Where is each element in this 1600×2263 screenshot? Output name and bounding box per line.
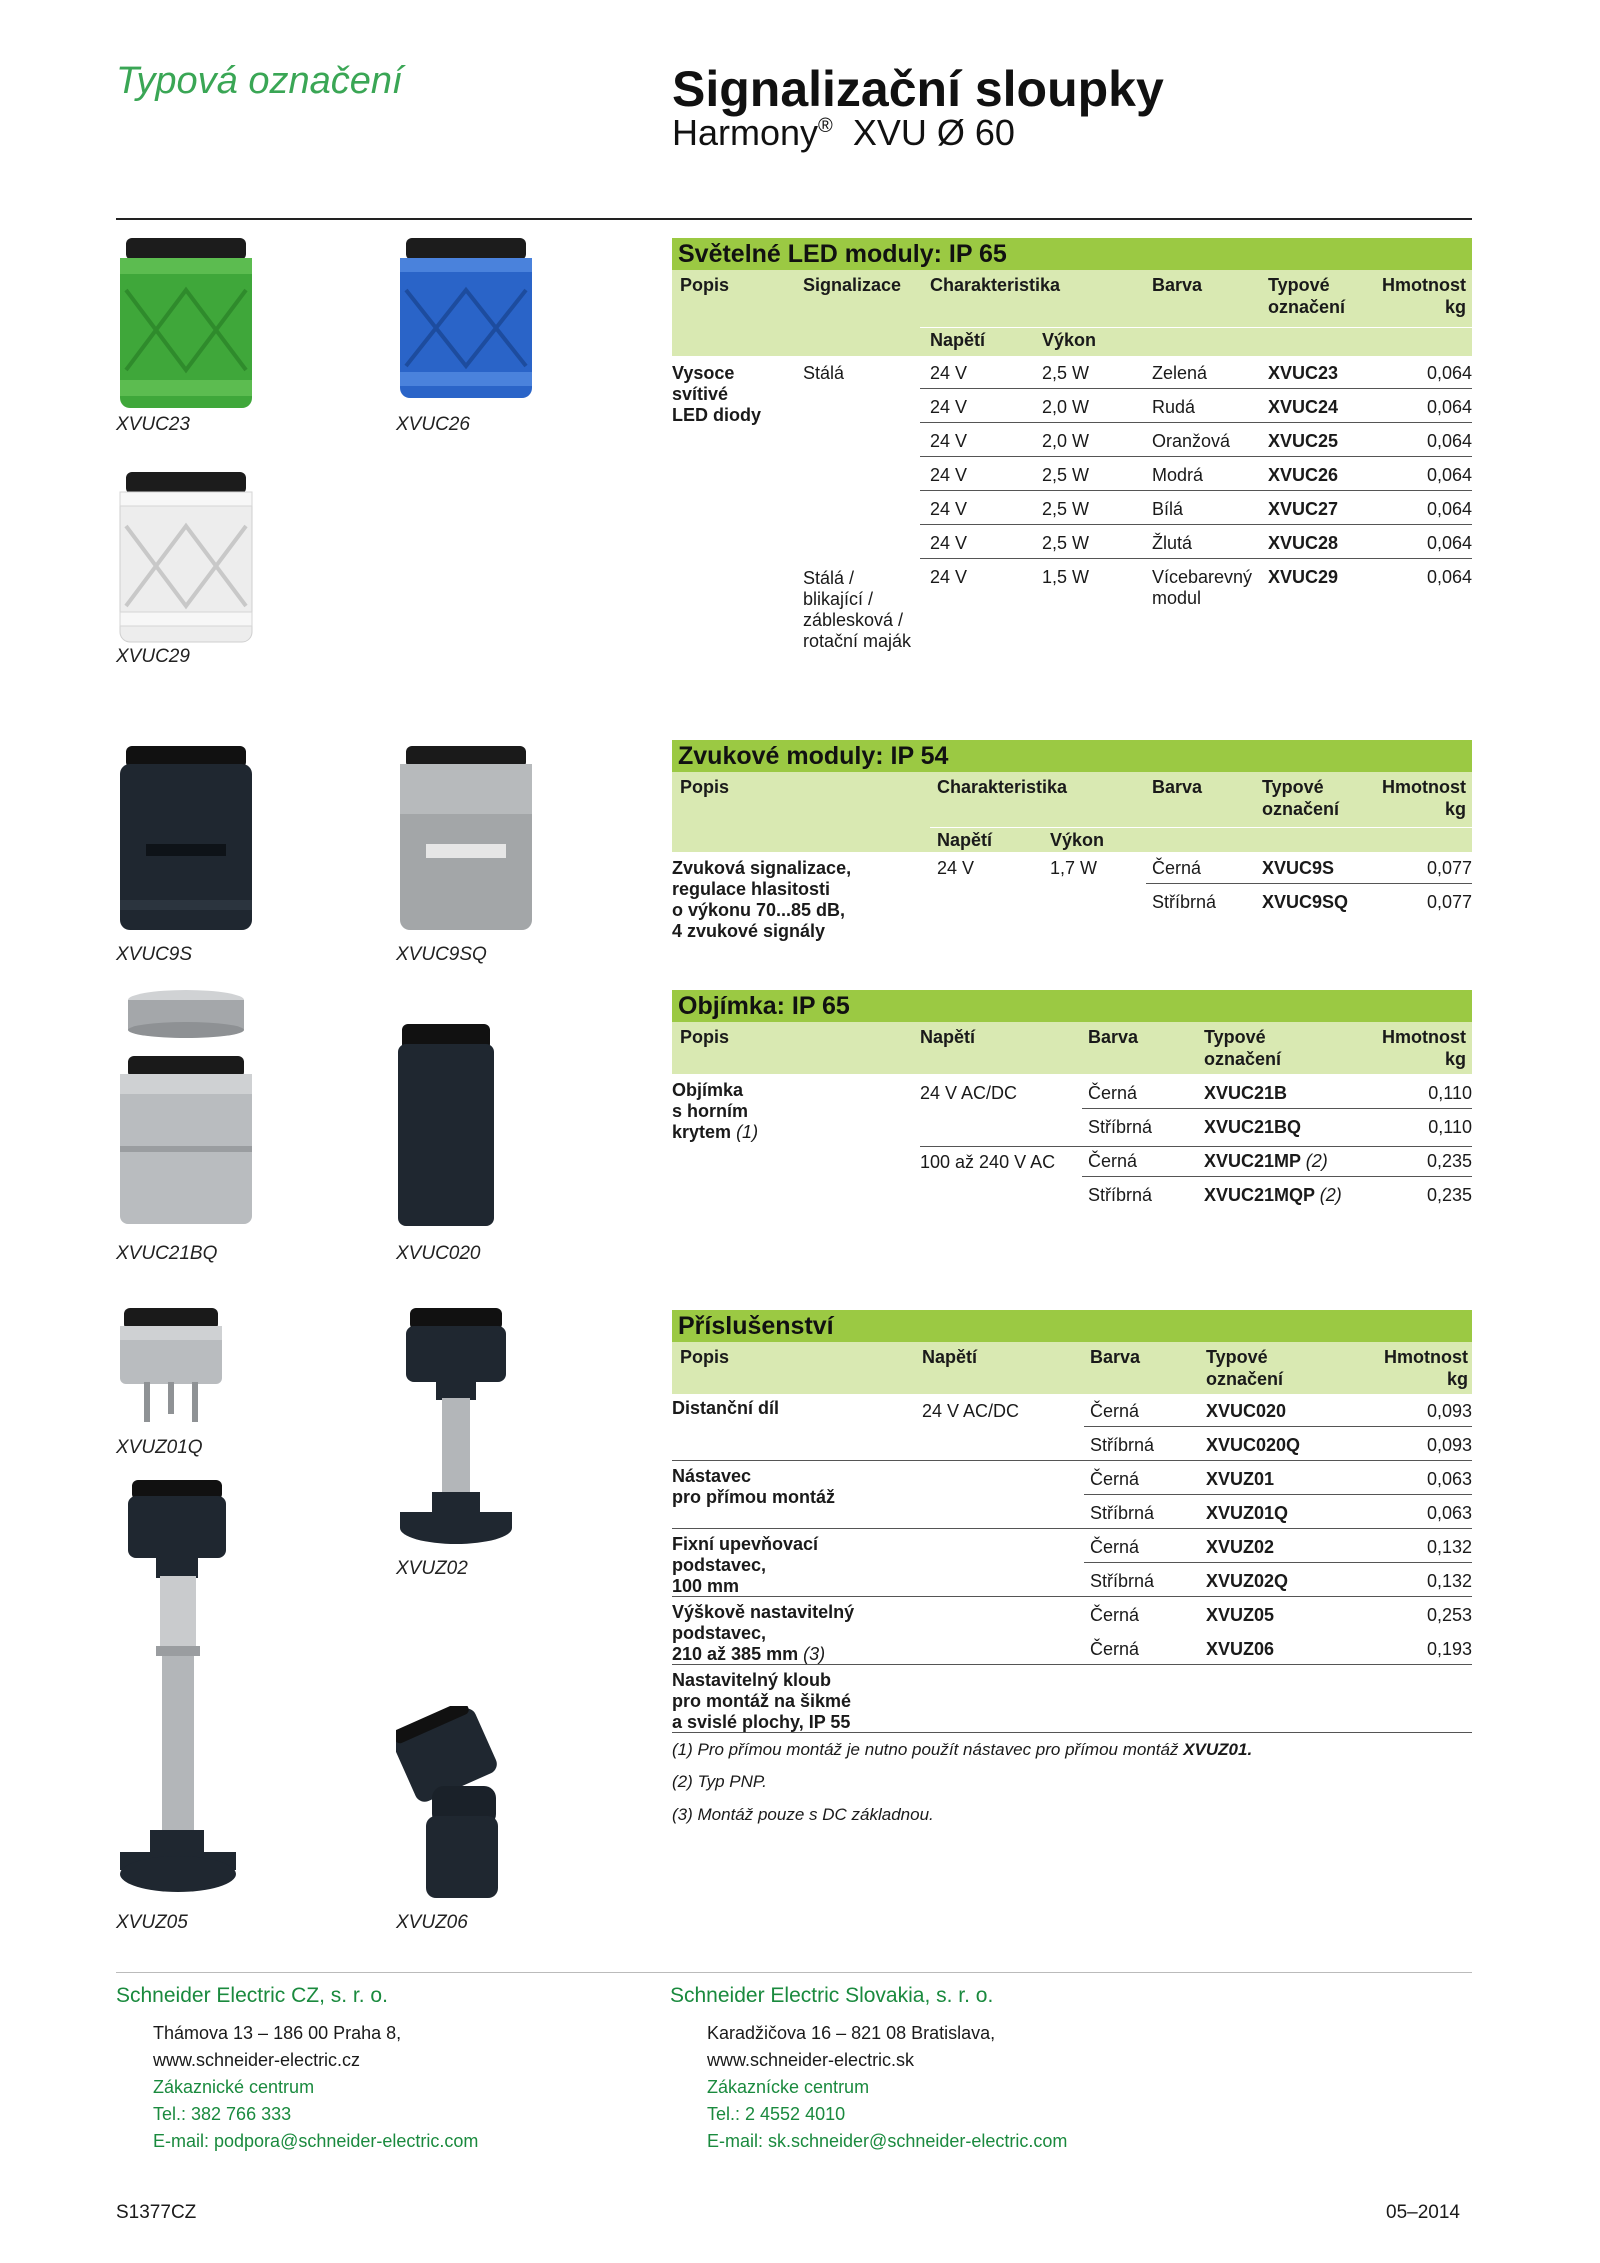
accessory-weight: 0,253 [1426, 1605, 1472, 1625]
socket-color: Stříbrná [1088, 1117, 1153, 1137]
socket-weight: 0,110 [1428, 1117, 1472, 1137]
col-header-typ: Typové označení [1204, 1027, 1282, 1069]
led-weight: 0,064 [1426, 397, 1472, 417]
row-divider [1084, 1562, 1472, 1563]
sound-description: Zvuková signalizace, regulace hlasitosti o výkonu 70...85 dB, 4 zvukové signály [672, 858, 852, 941]
led-voltage: 24 V [930, 431, 968, 451]
sound-weight: 0,077 [1426, 892, 1472, 912]
acc-joint-description: Nastavitelný kloub pro montáž na šikmé a svislé plochy, IP 55 [672, 1670, 852, 1732]
led-part-number: XVUC24 [1268, 397, 1339, 417]
product-caption: XVUC29 [116, 646, 190, 667]
product-caption: XVUZ06 [396, 1912, 468, 1933]
led-power: 2,5 W [1042, 533, 1090, 553]
led-color: Zelená [1152, 363, 1208, 383]
led-color: Rudá [1152, 397, 1196, 417]
row-divider [1084, 1426, 1472, 1427]
col-header-typ: Typové označení [1268, 275, 1346, 317]
led-color: Oranžová [1152, 431, 1231, 451]
led-modules-title: Světelné LED moduly: IP 65 [672, 238, 1472, 270]
product-image-xvuc23 [116, 230, 256, 410]
product-image-xvuc26 [396, 230, 536, 400]
col-header-napeti: Napětí [937, 830, 993, 850]
accessory-part-number: XVUZ01Q [1206, 1503, 1289, 1523]
address-cz: Thámova 13 – 186 00 Praha 8, [153, 2023, 402, 2043]
customer-center-cz: Zákaznické centrum [153, 2077, 315, 2097]
header-subdivider [920, 327, 1472, 328]
product-image-xvuz06 [396, 1706, 516, 1902]
document-date: 05–2014 [1386, 2202, 1460, 2223]
product-image-xvuc21bq [116, 986, 256, 1226]
col-header-napeti: Napětí [930, 330, 986, 350]
led-part-number: XVUC27 [1268, 499, 1339, 519]
led-part-number: XVUC25 [1268, 431, 1339, 451]
accessories-title: Příslušenství [672, 1310, 1472, 1342]
product-caption: XVUC23 [116, 414, 190, 435]
product-image-xvuz05 [116, 1478, 246, 1900]
accessory-weight: 0,063 [1426, 1503, 1472, 1523]
led-weight: 0,064 [1426, 363, 1472, 383]
led-voltage: 24 V [930, 397, 968, 417]
col-header-popis: Popis [680, 275, 730, 295]
product-image-xvuz01q [116, 1306, 226, 1426]
product-caption: XVUC9SQ [396, 944, 487, 965]
socket-part-number: XVUC21BQ [1204, 1117, 1302, 1137]
company-cz: Schneider Electric CZ, s. r. o. [116, 1984, 388, 2007]
row-divider [1082, 1176, 1472, 1177]
product-caption: XVUC9S [116, 944, 193, 965]
product-caption: XVUC26 [396, 414, 470, 435]
col-header-typ: Typové označení [1206, 1347, 1284, 1389]
socket-weight: 0,235 [1426, 1151, 1472, 1171]
led-weight: 0,064 [1426, 533, 1472, 553]
led-color: Modrá [1152, 465, 1204, 485]
accessory-color: Stříbrná [1090, 1435, 1155, 1455]
led-color: Bílá [1152, 499, 1184, 519]
socket-color: Stříbrná [1088, 1185, 1153, 1205]
row-divider [672, 1596, 1472, 1597]
led-signal-steady: Stálá [803, 363, 845, 383]
accessory-part-number: XVUC020 [1206, 1401, 1287, 1421]
col-header-vykon: Výkon [1050, 830, 1105, 850]
header-divider [116, 218, 1472, 220]
col-header-popis: Popis [680, 777, 730, 797]
col-header-hmotnost: Hmotnost kg [1384, 1347, 1468, 1389]
subtitle-brand: Harmony [672, 112, 819, 153]
address-sk: Karadžičova 16 – 821 08 Bratislava, [707, 2023, 996, 2043]
socket-part-number: XVUC21MP (2) [1204, 1151, 1328, 1171]
socket-header-band [672, 1022, 1472, 1074]
product-caption: XVUZ05 [116, 1912, 188, 1933]
web-sk[interactable]: www.schneider-electric.sk [707, 2050, 915, 2070]
led-power: 1,5 W [1042, 567, 1090, 587]
socket-part-number: XVUC21MQP (2) [1204, 1185, 1342, 1205]
accessory-weight: 0,193 [1426, 1639, 1472, 1659]
col-header-hmotnost: Hmotnost kg [1382, 777, 1466, 819]
accessory-part-number: XVUC020Q [1206, 1435, 1301, 1455]
row-divider [672, 1732, 1472, 1733]
led-power: 2,0 W [1042, 397, 1090, 417]
socket-weight: 0,110 [1428, 1083, 1472, 1103]
product-caption: XVUZ01Q [116, 1437, 203, 1458]
accessory-color: Černá [1090, 1639, 1140, 1659]
accessory-color: Černá [1090, 1469, 1140, 1489]
page-title: Signalizační sloupky [672, 61, 1164, 117]
email-sk[interactable]: E-mail: sk.schneider@schneider-electric.com [707, 2131, 1068, 2151]
socket-voltage-ac: 100 až 240 V AC [920, 1152, 1056, 1172]
col-header-barva: Barva [1152, 777, 1203, 797]
row-divider [672, 1460, 1472, 1461]
col-header-barva: Barva [1152, 275, 1203, 295]
row-divider [1084, 1494, 1472, 1495]
led-power: 2,5 W [1042, 363, 1090, 383]
led-weight: 0,064 [1426, 431, 1472, 451]
company-sk: Schneider Electric Slovakia, s. r. o. [670, 1984, 994, 2007]
socket-weight: 0,235 [1426, 1185, 1472, 1205]
socket-description: Objímka s horním krytem (1) [672, 1080, 759, 1142]
led-part-number: XVUC29 [1268, 567, 1339, 587]
sound-power: 1,7 W [1050, 858, 1098, 878]
row-divider [920, 422, 1472, 423]
product-image-xvuc9sq [396, 742, 536, 932]
accessory-color: Stříbrná [1090, 1503, 1155, 1523]
accessory-color: Stříbrná [1090, 1571, 1155, 1591]
footer-divider [116, 1972, 1472, 1973]
accessory-color: Černá [1090, 1401, 1140, 1421]
row-divider [920, 524, 1472, 525]
document-id: S1377CZ [116, 2202, 197, 2223]
accessory-color: Černá [1090, 1537, 1140, 1557]
col-header-charakteristika: Charakteristika [937, 777, 1068, 797]
col-header-popis: Popis [680, 1027, 730, 1047]
led-power: 2,5 W [1042, 499, 1090, 519]
led-description: Vysoce svítivé LED diody [672, 363, 761, 425]
footnote-2: (2) Typ PNP. [672, 1772, 767, 1791]
col-header-napeti: Napětí [922, 1347, 978, 1367]
accessory-part-number: XVUZ02Q [1206, 1571, 1289, 1591]
accessory-part-number: XVUZ02 [1206, 1537, 1275, 1557]
footnote-1: (1) Pro přímou montáž je nutno použít nástavec pro přímou montáž XVUZ01. [672, 1740, 1253, 1759]
accessory-weight: 0,063 [1426, 1469, 1472, 1489]
row-divider [1082, 1108, 1472, 1109]
subtitle-model: XVU Ø 60 [852, 112, 1015, 153]
led-color: Vícebarevný modul [1152, 567, 1253, 608]
led-weight: 0,064 [1426, 499, 1472, 519]
led-part-number: XVUC28 [1268, 533, 1339, 553]
acc-spacer-voltage: 24 V AC/DC [922, 1401, 1020, 1421]
col-header-barva: Barva [1090, 1347, 1141, 1367]
accessories-header-band [672, 1342, 1472, 1394]
led-power: 2,0 W [1042, 431, 1090, 451]
product-image-xvuz02 [396, 1306, 516, 1550]
contact-cz [153, 2020, 478, 2155]
product-image-xvuc9s [116, 742, 256, 932]
section-heading: Typová označení [116, 60, 403, 102]
col-header-charakteristika: Charakteristika [930, 275, 1061, 295]
led-voltage: 24 V [930, 363, 968, 383]
product-image-xvuc29 [116, 466, 256, 646]
led-power: 2,5 W [1042, 465, 1090, 485]
sound-color: Stříbrná [1152, 892, 1217, 912]
header-subdivider [930, 827, 1472, 828]
customer-center-sk: Zákaznícke centrum [707, 2077, 870, 2097]
col-header-barva: Barva [1088, 1027, 1139, 1047]
socket-color: Černá [1088, 1151, 1138, 1171]
accessory-color: Černá [1090, 1605, 1140, 1625]
led-part-number: XVUC23 [1268, 363, 1339, 383]
row-divider [920, 388, 1472, 389]
col-header-hmotnost: Hmotnost kg [1382, 1027, 1466, 1069]
footnote-3: (3) Montáž pouze s DC základnou. [672, 1805, 934, 1824]
product-caption: XVUC020 [396, 1243, 481, 1264]
phone-sk: Tel.: 2 4552 4010 [707, 2104, 846, 2124]
col-header-typ: Typové označení [1262, 777, 1340, 819]
acc-spacer-description: Distanční díl [672, 1398, 780, 1418]
accessory-part-number: XVUZ06 [1206, 1639, 1275, 1659]
row-divider [920, 490, 1472, 491]
sound-voltage: 24 V [937, 858, 975, 878]
led-voltage: 24 V [930, 533, 968, 553]
sound-color: Černá [1152, 858, 1202, 878]
web-cz[interactable]: www.schneider-electric.cz [153, 2050, 361, 2070]
acc-fixed-base-description: Fixní upevňovací podstavec, 100 mm [672, 1534, 819, 1596]
sound-part-number: XVUC9SQ [1262, 892, 1349, 912]
led-weight: 0,064 [1426, 465, 1472, 485]
accessory-weight: 0,132 [1426, 1571, 1472, 1591]
led-part-number: XVUC26 [1268, 465, 1339, 485]
socket-voltage-dc: 24 V AC/DC [920, 1083, 1018, 1103]
led-voltage: 24 V [930, 567, 968, 587]
socket-color: Černá [1088, 1083, 1138, 1103]
accessory-weight: 0,132 [1426, 1537, 1472, 1557]
product-image-xvuc020 [396, 1022, 496, 1228]
led-weight: 0,064 [1426, 567, 1472, 587]
col-header-popis: Popis [680, 1347, 730, 1367]
row-divider [1146, 883, 1472, 884]
row-divider [920, 456, 1472, 457]
product-caption: XVUC21BQ [116, 1243, 218, 1264]
accessory-part-number: XVUZ01 [1206, 1469, 1275, 1489]
page-subtitle [672, 112, 1015, 154]
accessory-weight: 0,093 [1426, 1435, 1472, 1455]
accessory-part-number: XVUZ05 [1206, 1605, 1275, 1625]
product-caption: XVUZ02 [396, 1558, 468, 1579]
socket-title: Objímka: IP 65 [672, 990, 1472, 1022]
row-divider [672, 1664, 1472, 1665]
led-signal-multi: Stálá / blikající / záblesková / rotační maják [803, 568, 912, 651]
phone-cz: Tel.: 382 766 333 [153, 2104, 292, 2124]
email-cz[interactable]: E-mail: podpora@schneider-electric.com [153, 2131, 479, 2151]
accessory-weight: 0,093 [1426, 1401, 1472, 1421]
led-voltage: 24 V [930, 499, 968, 519]
row-divider [672, 1528, 1472, 1529]
contact-sk [707, 2020, 1067, 2155]
row-divider [920, 1146, 1472, 1147]
col-header-napeti: Napětí [920, 1027, 976, 1047]
sound-modules-title: Zvukové moduly: IP 54 [672, 740, 1472, 772]
led-color: Žlutá [1152, 533, 1193, 553]
col-header-signalizace: Signalizace [803, 275, 902, 295]
sound-part-number: XVUC9S [1262, 858, 1335, 878]
registered-mark: ® [818, 115, 833, 137]
acc-adjustable-base-description: Výškově nastavitelný podstavec, 210 až 385 mm (3) [672, 1602, 855, 1664]
row-divider [920, 558, 1472, 559]
led-voltage: 24 V [930, 465, 968, 485]
socket-part-number: XVUC21B [1204, 1083, 1288, 1103]
col-header-hmotnost: Hmotnost kg [1382, 275, 1466, 317]
sound-weight: 0,077 [1426, 858, 1472, 878]
col-header-vykon: Výkon [1042, 330, 1097, 350]
acc-adapter-description: Nástavec pro přímou montáž [672, 1466, 835, 1507]
